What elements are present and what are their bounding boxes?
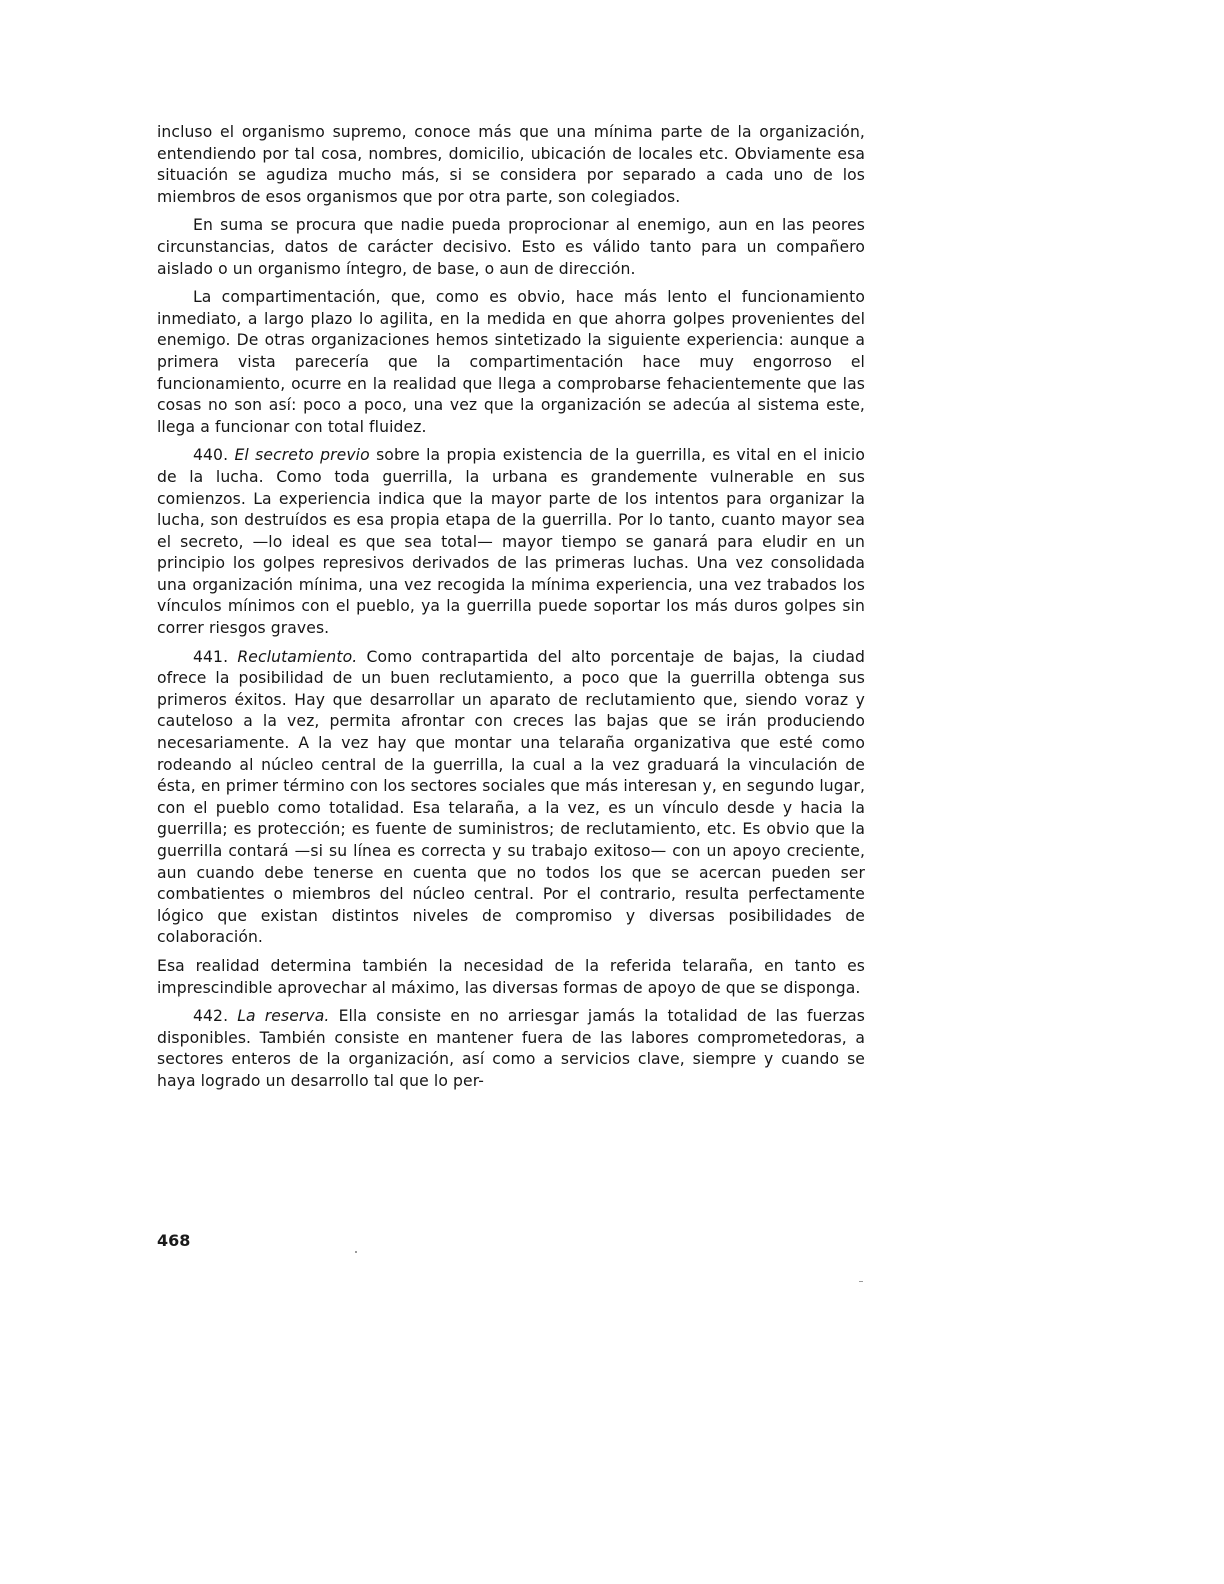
scan-speck [859, 1281, 863, 1282]
section-442 [157, 1006, 865, 1092]
paragraph [157, 287, 865, 438]
section-text: Como contrapartida del alto porcentaje de bajas, la ciudad ofrece la posibilidad de un buen reclutamiento, a poco que la guerrilla obtenga sus primeros éxitos. Hay que desarrollar un aparato de reclutamiento que, siendo voraz y cauteloso a la vez, permita afrontar con creces las bajas que se irán produciendo necesariamente. A la vez hay que montar una telaraña organizativa que esté como rodeando al núcleo central de la guerrilla, la cual a la vez graduará la vinculación de ésta, en primer término con los sectores sociales que más interesan y, en segundo lugar, con el pueblo como totalidad. Esa telaraña, a la vez, es un vínculo desde y hacia la guerrilla; es protección; es fuente de suministros; de reclutamiento, etc. Es obvio que la guerrilla contará —si su línea es correcta y su trabajo exitoso— con un apoyo creciente, aun cuando debe tenerse en cuenta que no todos los que se acercan pueden ser combatientes o miembros del núcleo central. Por el contrario, resulta perfectamente lógico que existan distintos niveles de compromiso y diversas posibilidades de colaboración. [157, 647, 865, 947]
page-number: 468 [157, 1231, 191, 1250]
paragraph-text: En suma se procura que nadie pueda proprocionar al enemigo, aun en las peores circunstancias, datos de carácter decisivo. Esto es válido tanto para un compañero aislado o un organismo íntegro, de base, o aun de dirección. [157, 216, 865, 278]
paragraph-text: La compartimentación, que, como es obvio, hace más lento el funcionamiento inmediato, a largo plazo lo agilita, en la medida en que ahorra golpes provenientes del enemigo. De otras organizaciones hemos sintetizado la siguiente experiencia: aunque a primera vista parecería que la compartimentación hace muy engorroso el funcionamiento, ocurre en la realidad que llega a comprobarse fehacientemente que las cosas no son así: poco a poco, una vez que la organización se adecúa al sistema este, llega a funcionar con total fluidez. [157, 288, 865, 436]
page-body [157, 122, 865, 1100]
section-text: sobre la propia existencia de la guerrilla, es vital en el inicio de la lucha. Como toda guerrilla, la urbana es grandemente vulnerable en sus comienzos. La experiencia indica que la mayor parte de los intentos para organizar la lucha, son destruídos es esa propia etapa de la guerrilla. Por lo tanto, cuanto mayor sea el secreto, —lo ideal es que sea total— mayor tiempo se ganará para eludir en un principio los golpes represivos derivados de las primeras luchas. Una vez consolidada una organización mínima, una vez recogida la mínima experiencia, una vez trabados los vínculos mínimos con el pueblo, ya la guerrilla puede soportar los más duros golpes sin correr riesgos graves. [157, 446, 865, 638]
paragraph-continuation [157, 122, 865, 208]
section-441 [157, 647, 865, 949]
paragraph [157, 215, 865, 280]
paragraph-text: incluso el organismo supremo, conoce más que una mínima parte de la organización, entendiendo por tal cosa, nombres, domicilio, ubicación de locales etc. Obviamente esa situación se agudiza mucho más, si se considera por separado a cada uno de los miembros de esos organismos que por otra parte, son colegiados. [157, 123, 865, 206]
paragraph-text: Esa realidad determina también la necesidad de la referida telaraña, en tanto es imprescindible aprovechar al máximo, las diversas formas de apoyo de que se disponga. [157, 956, 865, 997]
section-heading: Reclutamiento. [237, 647, 358, 666]
section-number: 440. [193, 446, 229, 465]
section-number: 442. [193, 1007, 229, 1026]
section-heading: El secreto previo [234, 446, 370, 465]
scan-speck [355, 1251, 357, 1253]
section-440 [157, 445, 865, 639]
paragraph [157, 956, 865, 999]
section-number: 441. [193, 647, 229, 666]
section-text: Ella consiste en no arriesgar jamás la totalidad de las fuerzas disponibles. También consiste en mantener fuera de las labores comprometedoras, a sectores enteros de la organización, así como a servicios clave, siempre y cuando se haya logrado un desarrollo tal que lo per- [157, 1007, 865, 1090]
section-heading: La reserva. [237, 1007, 330, 1026]
